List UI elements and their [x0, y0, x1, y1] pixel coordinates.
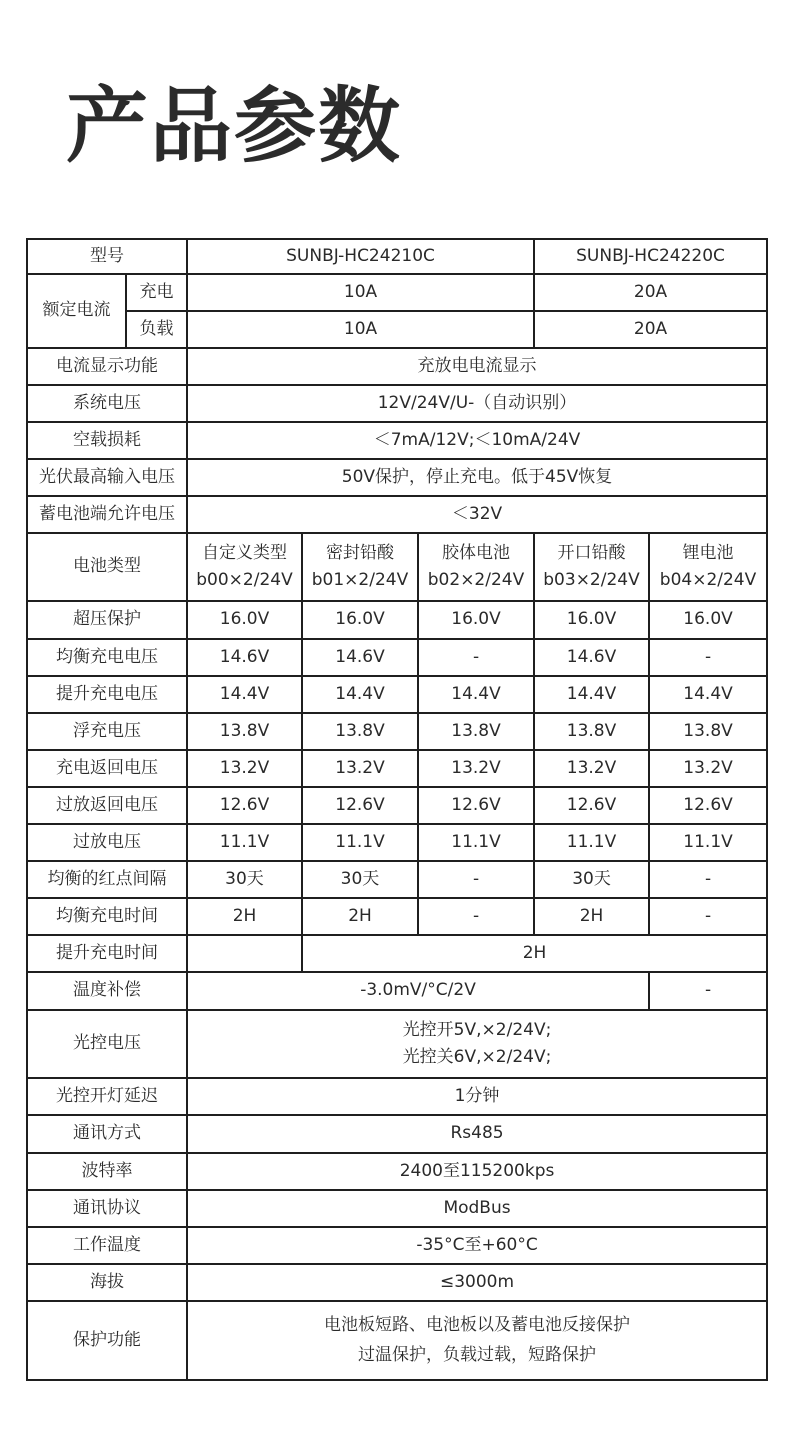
cell-value: 14.6V	[302, 639, 418, 676]
battery-type-cell	[649, 533, 767, 601]
protection-line: 电池板短路、电池板以及蓄电池反接保护	[324, 1314, 631, 1335]
battery-type-name: 锂电池	[682, 542, 734, 563]
table-row-model	[27, 239, 767, 274]
row-label: 光伏最高输入电压	[27, 459, 187, 496]
cell-value: 12.6V	[418, 787, 534, 824]
cell-value: 13.2V	[187, 750, 302, 787]
cell-value: 16.0V	[302, 601, 418, 639]
row-label: 温度补偿	[27, 972, 187, 1010]
cell-value: ＜7mA/12V;＜10mA/24V	[187, 422, 767, 459]
row-label: 型号	[27, 239, 187, 274]
page-title: 产品参数	[66, 79, 403, 174]
cell-value: 14.4V	[302, 676, 418, 713]
cell-value: 11.1V	[649, 824, 767, 861]
row-label: 工作温度	[27, 1227, 187, 1264]
spec-table	[26, 238, 768, 1381]
battery-type-name: 胶体电池	[442, 542, 510, 563]
cell-value: 11.1V	[187, 824, 302, 861]
cell-value: -	[649, 972, 767, 1010]
battery-type-code: b04×2/24V	[659, 570, 757, 590]
row-label: 光控开灯延迟	[27, 1078, 187, 1115]
cell-value: 11.1V	[418, 824, 534, 861]
light-control-line: 光控关6V,×2/24V;	[402, 1047, 552, 1067]
row-label: 系统电压	[27, 385, 187, 422]
table-row-boost-time	[27, 935, 767, 972]
cell-value: 10A	[187, 274, 534, 311]
row-label: 均衡充电电压	[27, 639, 187, 676]
cell-value: 16.0V	[534, 601, 649, 639]
cell-value: -	[649, 898, 767, 935]
battery-type-cell	[187, 533, 302, 601]
cell-value: -	[649, 639, 767, 676]
cell-value: -	[418, 861, 534, 898]
cell-value	[187, 1301, 767, 1380]
cell-value: 10A	[187, 311, 534, 348]
cell-value: 12.6V	[649, 787, 767, 824]
cell-value: 13.8V	[302, 713, 418, 750]
cell-value: 2H	[302, 935, 767, 972]
cell-value: 14.6V	[534, 639, 649, 676]
cell-value: 13.2V	[649, 750, 767, 787]
cell-value: 16.0V	[418, 601, 534, 639]
cell-value: 14.4V	[649, 676, 767, 713]
table-row-temp-comp	[27, 972, 767, 1010]
cell-value: 11.1V	[534, 824, 649, 861]
cell-value: -35°C至+60°C	[187, 1227, 767, 1264]
cell-value: 16.0V	[649, 601, 767, 639]
cell-value: 12.6V	[534, 787, 649, 824]
row-label: 波特率	[27, 1153, 187, 1190]
model-value-1: SUNBJ-HC24210C	[187, 239, 534, 274]
battery-type-name: 自定义类型	[202, 542, 287, 563]
cell-value	[187, 1010, 767, 1078]
row-label: 均衡的红点间隔	[27, 861, 187, 898]
cell-value: 30天	[302, 861, 418, 898]
row-label: 通讯协议	[27, 1190, 187, 1227]
row-label: 电流显示功能	[27, 348, 187, 385]
battery-type-code: b01×2/24V	[311, 570, 409, 590]
light-control-line: 光控开5V,×2/24V;	[402, 1019, 552, 1040]
table-row	[27, 1153, 767, 1190]
cell-value: 12.6V	[187, 787, 302, 824]
cell-value: -	[418, 898, 534, 935]
cell-value: 20A	[534, 274, 767, 311]
cell-value: 13.2V	[302, 750, 418, 787]
sub-label: 充电	[126, 274, 187, 311]
empty-cell	[187, 935, 302, 972]
table-row-light-control	[27, 1010, 767, 1078]
battery-type-code: b03×2/24V	[543, 570, 640, 590]
table-row	[27, 496, 767, 533]
cell-value: 2400至115200kps	[187, 1153, 767, 1190]
table-row-rated-load	[27, 311, 767, 348]
table-row	[27, 898, 767, 935]
cell-value: 13.8V	[187, 713, 302, 750]
row-label: 过放返回电压	[27, 787, 187, 824]
table-row	[27, 348, 767, 385]
row-label: 蓄电池端允许电压	[27, 496, 187, 533]
cell-value: -	[418, 639, 534, 676]
row-label: 空载损耗	[27, 422, 187, 459]
table-row	[27, 824, 767, 861]
cell-value: 14.6V	[187, 639, 302, 676]
table-row	[27, 750, 767, 787]
battery-type-cell	[302, 533, 418, 601]
protection-line: 过温保护，负载过载，短路保护	[358, 1344, 597, 1365]
battery-type-name: 密封铅酸	[326, 542, 394, 563]
cell-value: 充放电电流显示	[187, 348, 767, 385]
cell-value: 50V保护，停止充电。低于45V恢复	[187, 459, 767, 496]
cell-value: 13.2V	[418, 750, 534, 787]
sub-label: 负载	[126, 311, 187, 348]
row-label: 提升充电时间	[27, 935, 187, 972]
battery-type-code: b02×2/24V	[427, 570, 525, 590]
table-row-battery-type	[27, 533, 767, 601]
row-label: 超压保护	[27, 601, 187, 639]
table-row	[27, 1227, 767, 1264]
cell-value: 14.4V	[418, 676, 534, 713]
table-row	[27, 601, 767, 639]
cell-value: ＜32V	[187, 496, 767, 533]
row-label: 通讯方式	[27, 1115, 187, 1153]
table-row-protection	[27, 1301, 767, 1380]
table-row	[27, 787, 767, 824]
cell-value: 14.4V	[534, 676, 649, 713]
cell-value: ≤3000m	[187, 1264, 767, 1301]
row-label: 均衡充电时间	[27, 898, 187, 935]
cell-value: 30天	[187, 861, 302, 898]
row-label: 光控电压	[27, 1010, 187, 1078]
cell-value: -	[649, 861, 767, 898]
row-label: 过放电压	[27, 824, 187, 861]
table-row	[27, 861, 767, 898]
table-row	[27, 713, 767, 750]
table-row	[27, 1264, 767, 1301]
row-label: 海拔	[27, 1264, 187, 1301]
cell-value: 13.2V	[534, 750, 649, 787]
battery-type-cell	[418, 533, 534, 601]
table-row	[27, 1115, 767, 1153]
model-value-2: SUNBJ-HC24220C	[534, 239, 767, 274]
cell-value: 2H	[534, 898, 649, 935]
row-label: 充电返回电压	[27, 750, 187, 787]
row-label: 浮充电压	[27, 713, 187, 750]
cell-value: -3.0mV/°C/2V	[187, 972, 649, 1010]
table-row	[27, 1078, 767, 1115]
table-row	[27, 639, 767, 676]
table-row	[27, 459, 767, 496]
table-row	[27, 385, 767, 422]
table-row-rated-charge	[27, 274, 767, 311]
cell-value: 11.1V	[302, 824, 418, 861]
row-label: 保护功能	[27, 1301, 187, 1380]
cell-value: 20A	[534, 311, 767, 348]
cell-value: 16.0V	[187, 601, 302, 639]
cell-value: 2H	[302, 898, 418, 935]
cell-value: 12.6V	[302, 787, 418, 824]
cell-value: 30天	[534, 861, 649, 898]
cell-value: Rs485	[187, 1115, 767, 1153]
cell-value: 14.4V	[187, 676, 302, 713]
row-label: 提升充电电压	[27, 676, 187, 713]
table-row	[27, 1190, 767, 1227]
battery-type-name: 开口铅酸	[557, 542, 626, 563]
battery-type-cell	[534, 533, 649, 601]
battery-type-code: b00×2/24V	[196, 570, 293, 590]
cell-value: 13.8V	[649, 713, 767, 750]
row-label: 额定电流	[27, 274, 126, 348]
cell-value: 1分钟	[187, 1078, 767, 1115]
row-label: 电池类型	[27, 533, 187, 601]
cell-value: 13.8V	[534, 713, 649, 750]
cell-value: 2H	[187, 898, 302, 935]
table-row	[27, 422, 767, 459]
cell-value: 12V/24V/U-（自动识别）	[187, 385, 767, 422]
cell-value: 13.8V	[418, 713, 534, 750]
table-row	[27, 676, 767, 713]
cell-value: ModBus	[187, 1190, 767, 1227]
